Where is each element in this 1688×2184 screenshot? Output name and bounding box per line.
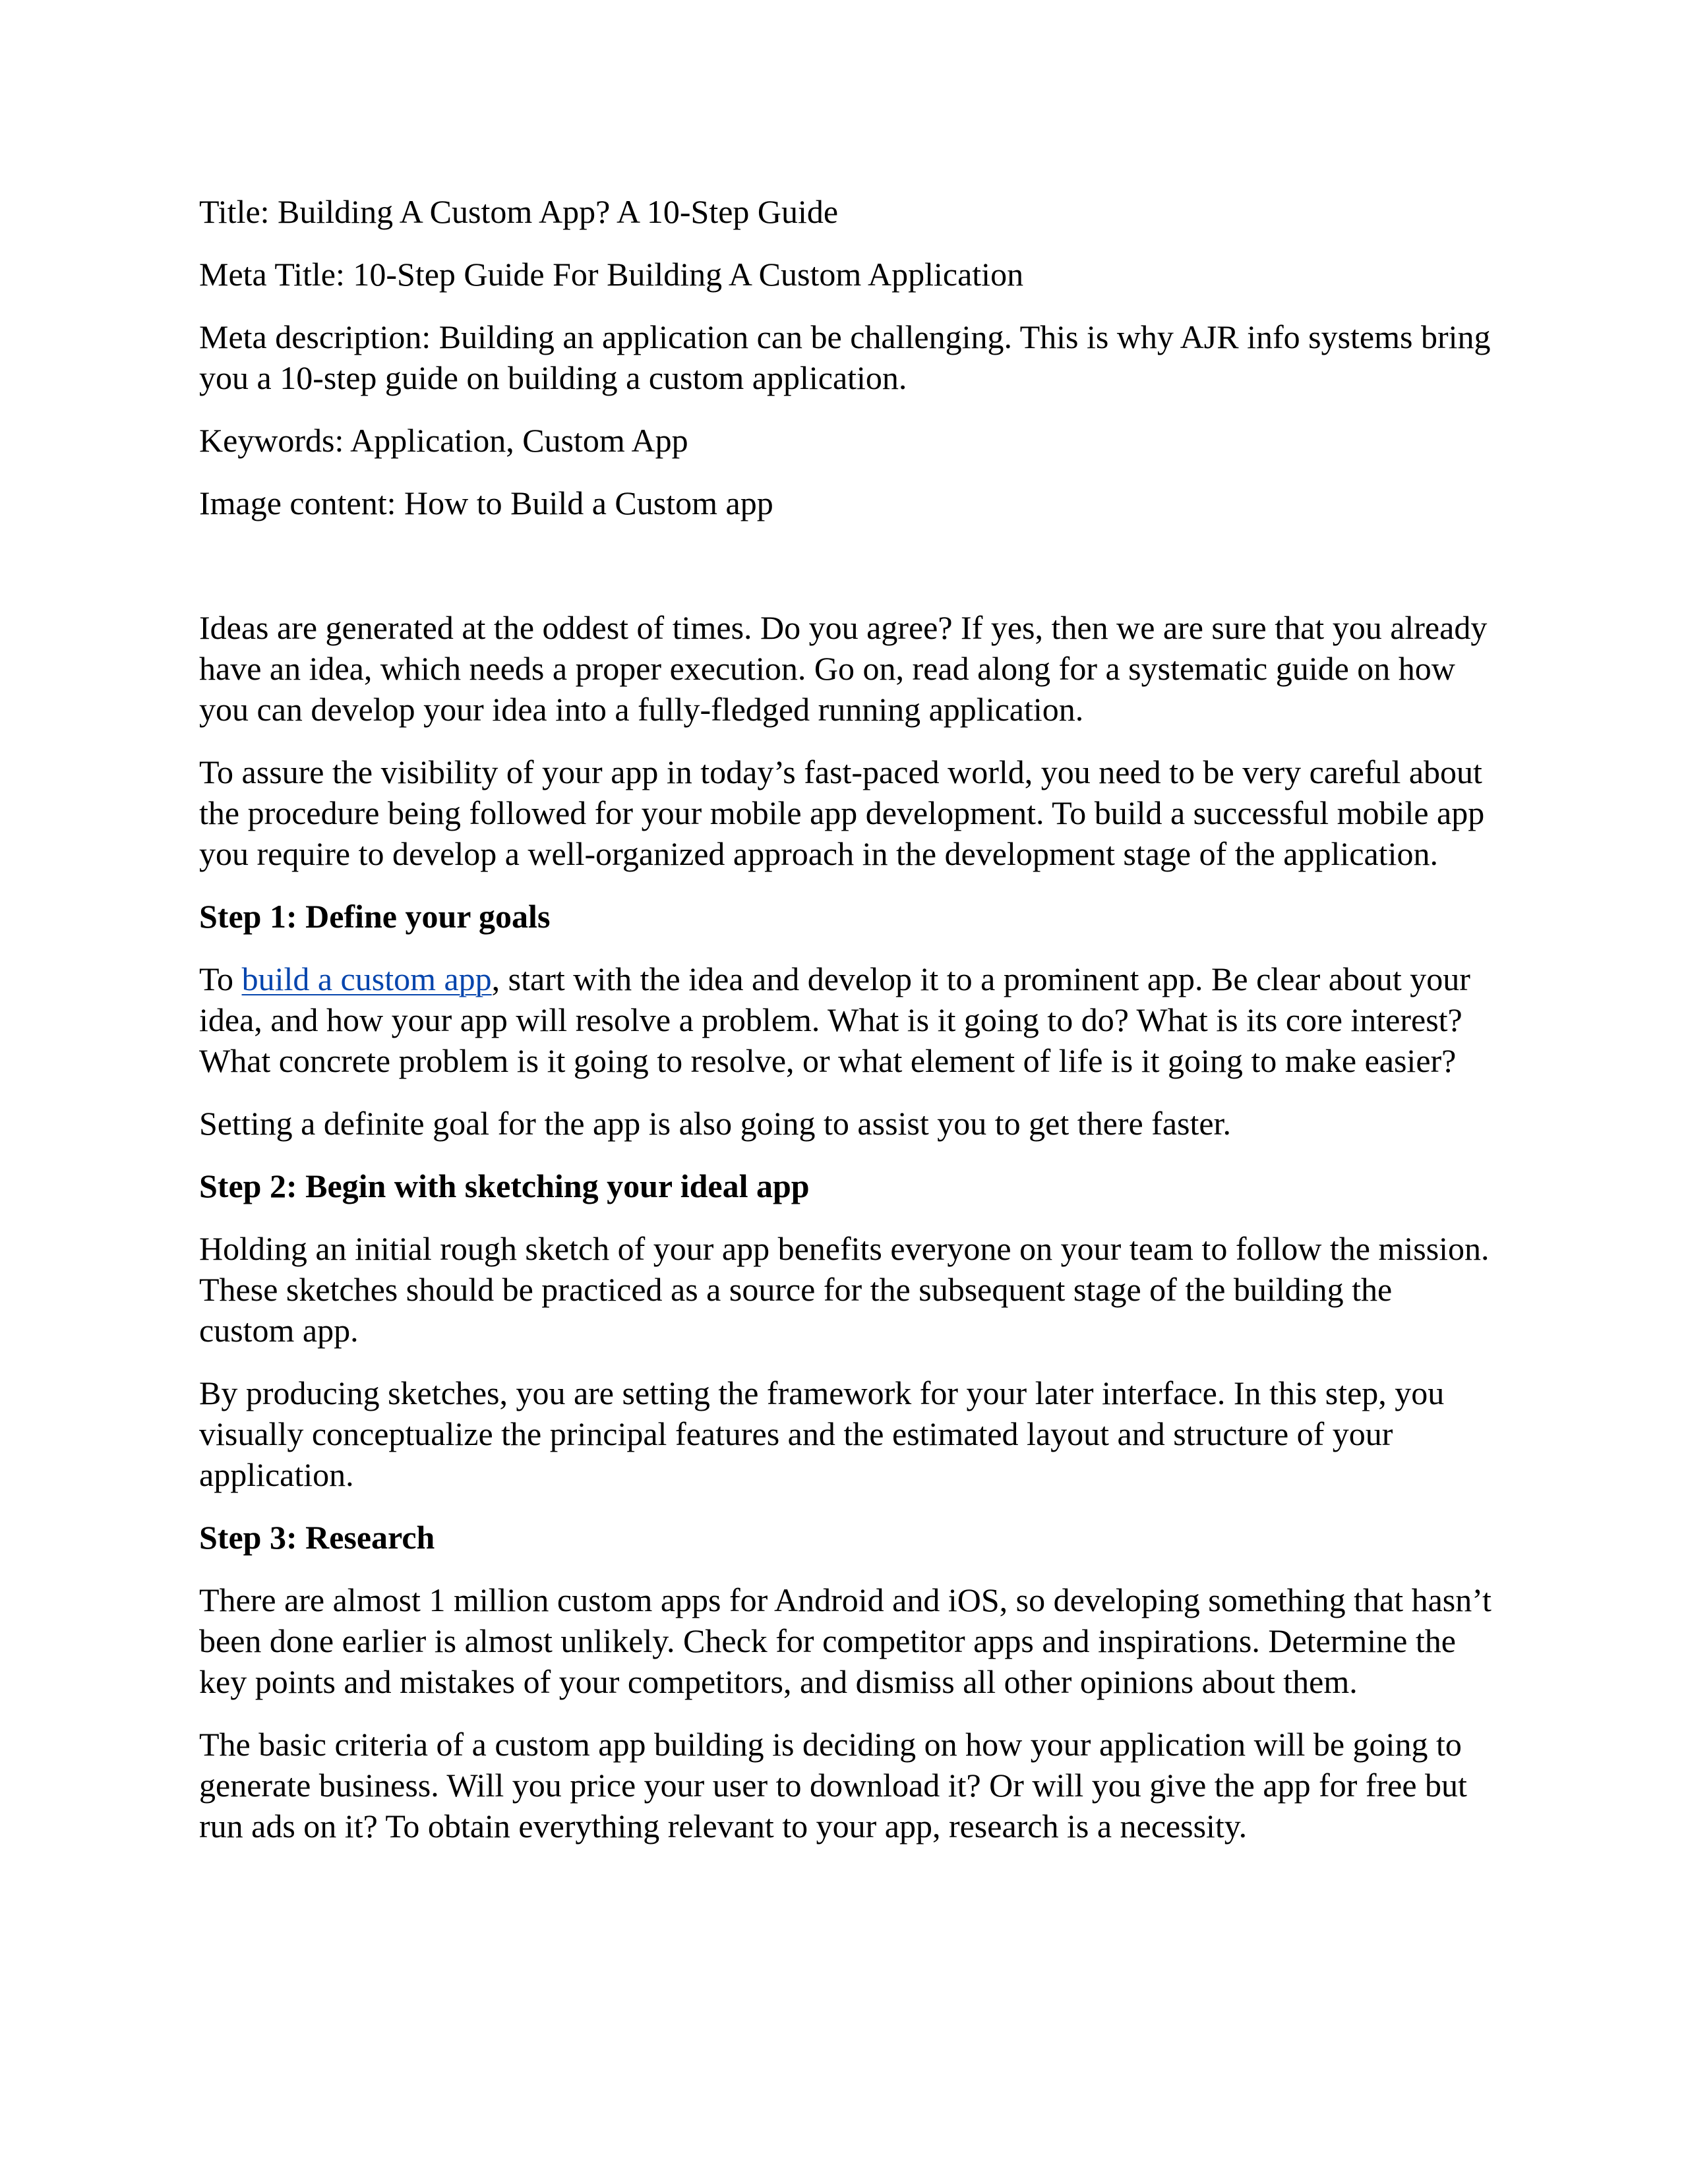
- keywords-line: Keywords: Application, Custom App: [199, 422, 688, 459]
- step1-paragraph-2: Setting a definite goal for the app is also going to assist you to get there faster.: [199, 1105, 1231, 1142]
- step1-paragraph-1: [199, 959, 1492, 1081]
- step2-paragraph-1: Holding an initial rough sketch of your app benefits everyone on your team to follow the mission. These sketches should be practiced as a source for the subsequent stage of the building the custom app.: [199, 1230, 1490, 1349]
- step3-paragraph-2: The basic criteria of a custom app building is deciding on how your application will be going to generate business. Will you price your user to download it? Or will you give the app for free but run ads on it? To obtain everything relevant to your app, research is a necessity.: [199, 1726, 1467, 1845]
- meta-description-line: Meta description: Building an application can be challenging. This is why AJR info systems bring you a 10-step guide on building a custom application.: [199, 318, 1491, 396]
- step3-heading: Step 3: Research: [199, 1519, 435, 1556]
- step2-heading: Step 2: Begin with sketching your ideal app: [199, 1167, 810, 1204]
- step1-text-after-link: , start with the idea and develop it to a prominent app. Be clear about your idea, and how your app will resolve a problem. What is it going to do? What is its core interest? What concrete problem is it going to resolve, or what element of life is it going to make easier?: [199, 960, 1470, 1079]
- image-content-line: Image content: How to Build a Custom app: [199, 485, 773, 521]
- document-page: [199, 191, 1492, 1868]
- intro-paragraph-2: To assure the visibility of your app in today’s fast-paced world, you need to be very careful about the procedure being followed for your mobile app development. To build a successful mobile app you require to develop a well-organized approach in the development stage of the application.: [199, 753, 1485, 872]
- section-spacer: [199, 545, 1492, 607]
- step3-paragraph-1: There are almost 1 million custom apps for Android and iOS, so developing something that hasn’t been done earlier is almost unlikely. Check for competitor apps and inspirations. Determine the key points and mistakes of your competitors, and dismiss all other opinions about them.: [199, 1581, 1492, 1700]
- intro-paragraph-1: Ideas are generated at the oddest of times. Do you agree? If yes, then we are sure that you already have an idea, which needs a proper execution. Go on, read along for a systematic guide on how you can develop your idea into a fully-fledged running application.: [199, 609, 1488, 728]
- build-custom-app-link[interactable]: build a custom app: [241, 960, 492, 997]
- step2-paragraph-2: By producing sketches, you are setting the framework for your later interface. In this step, you visually conceptualize the principal features and the estimated layout and structure of your application.: [199, 1374, 1445, 1493]
- step1-heading: Step 1: Define your goals: [199, 898, 551, 935]
- step1-text-before-link: To: [199, 960, 242, 997]
- meta-title-line: Meta Title: 10-Step Guide For Building A Custom Application: [199, 256, 1024, 293]
- doc-title-line: Title: Building A Custom App? A 10-Step Guide: [199, 193, 839, 230]
